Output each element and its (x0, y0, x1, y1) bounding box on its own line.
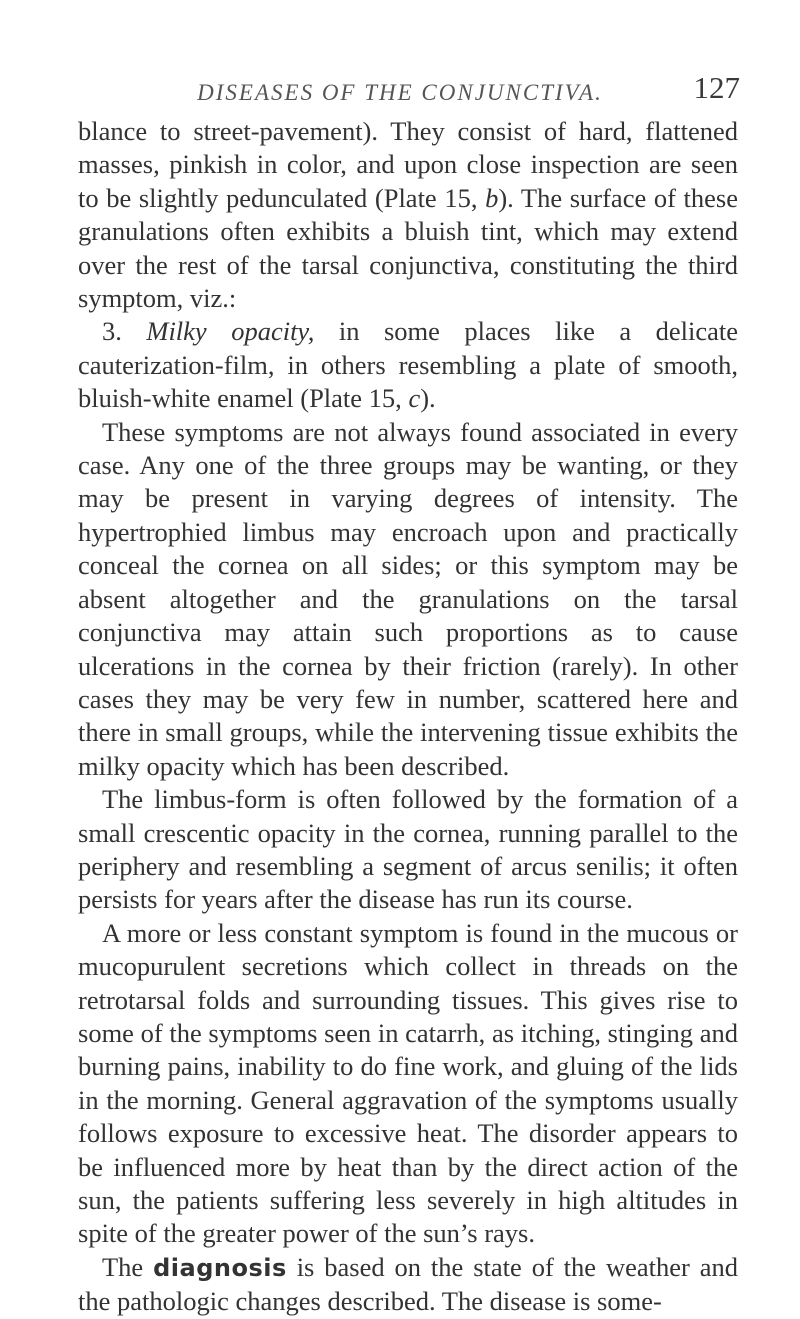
paragraph-diagnosis: The diagnosis is based on the state of the weather and the pathologic changes described. The disease is some- (78, 1251, 738, 1317)
body-text (78, 115, 738, 1319)
running-head: DISEASES OF THE CONJUNCTIVA. (197, 80, 603, 105)
paragraph-continuation: blance to street-pavement). They consist of hard, flattened masses, pinkish in color, and upon close inspection are seen to be slightly pedunculated (Plate 15, b). The surface of these granulations often exhibits a bluish tint, which may extend over the rest of the tarsal conjunctiva, constituting the third symptom, viz.: (78, 116, 738, 314)
paragraph-symptoms-association: These symptoms are not always found associated in every case. Any one of the three groups may be wanting, or they may be present in varying degrees of intensity. The hypertrophied limbus may encroach upon and practically conceal the cornea on all sides; or this symptom may be absent altogether and the granulations on the tarsal conjunctiva may attain such proportions as to cause ulcerations in the cornea by their friction (rarely). In other cases they may be very few in number, scattered here and there in small groups, while the intervening tissue exhibits the milky opacity which has been described. (78, 416, 738, 781)
paragraph-milky-opacity: 3. Milky opacity, in some places like a delicate cauterization-film, in others resembling a plate of smooth, bluish-white enamel (Plate 15, c). (78, 316, 738, 414)
paragraph-secretions: A more or less constant symptom is found in the mucous or mucopurulent secretions which collect in threads on the retrotarsal folds and surrounding tissues. This gives rise to some of the symptoms seen in catarrh, as itching, stinging and burning pains, inability to do fine work, and gluing of the lids in the morning. General aggravation of the symptoms usually follows exposure to excessive heat. The disorder appears to be influenced more by heat than by the direct action of the sun, the patients suffering less severely in high altitudes in spite of the greater power of the sun’s rays. (78, 917, 738, 1249)
term-milky-opacity: Milky opacity, (146, 316, 315, 347)
term-diagnosis: diagnosis (153, 1253, 287, 1282)
page-number: 127 (693, 70, 740, 105)
page-header (0, 64, 800, 104)
paragraph-limbus-form: The limbus-form is often followed by the formation of a small crescentic opacity in the cornea, running parallel to the periphery and resembling a segment of arcus senilis; it often persists for years after the disease has run its course. (78, 784, 738, 915)
